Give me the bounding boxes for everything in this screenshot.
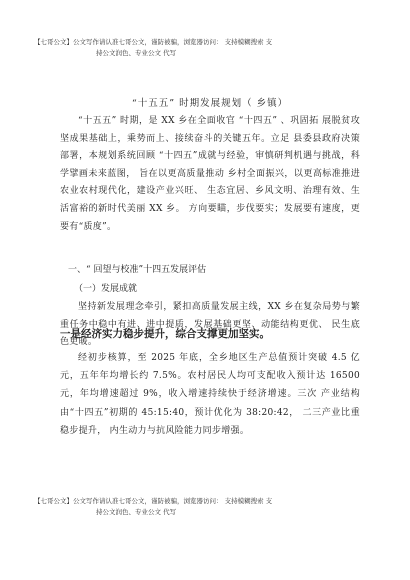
header-line-2: 持公文润色、专业公文 代写: [96, 49, 177, 57]
footer-line-1: 【七哥公文】公文写作请认准七哥公文，谨防被骗，浏览器访问： 支持模糊搜索 支: [34, 497, 273, 505]
footer-line-2: 持公文润色、专业公文 代写: [96, 508, 177, 516]
intro-paragraph: [60, 113, 360, 236]
header-line-1: 【七哥公文】公文写作请认准七哥公文，谨防被骗，浏览器访问： 支持模糊搜索 支: [34, 38, 273, 46]
bold-point-heading: 一是经济实力稳步提升，综合支撑更加坚实。: [60, 328, 270, 340]
document-title: “十五五” 时期发展规划（ 乡镇）: [131, 98, 289, 109]
achievements-text: 坚持新发展理念牵引，紧扣高质量发展主线，XX 乡在复杂局势与繁重任务中稳中有进、进中提质，发展基础更坚、动能结构更优、 民生底色更暖。: [60, 302, 360, 348]
economy-paragraph: [60, 349, 360, 440]
intro-text: “十五五” 时期，是 XX 乡在全面收官 “十四五” 、巩固拓 展脱贫攻坚成果基础上，乘势而上、接续奋斗的关键五年。立足 县委县政府决策部署，本规划系统回顾 “十四五”成就与经验，审慎研判机遇与挑战，科学擘画未来蓝图， 旨在以更高质量推动 乡村全面振兴，以更高标准推进农业农村现代化，建设产业兴旺、 生态宜居、乡风文明、治理有效、生活富裕的新时代美丽 XX 乡。 方向要瞄，步伐要实；发展要有速度，更要有“质度”。: [60, 116, 360, 232]
section-heading: 一、“ 回望与校准”十四五发展评估: [68, 265, 207, 275]
subsection-heading: （一）发展成就: [74, 284, 138, 294]
economy-text: 经初步核算，至 2025 年底，全乡地区生产总值预计突破 4.5 亿元，五年年均增长约 7.5%。农村居民人均可支配收入预计达 16500 元，年均增速超过 9%，收入增速持续快于经济增速。三次 产业结构由“十四五”初期的 45:15:40，预计优化为 38:20:42， 二三产业比重稳步提升， 内生动力与抗风险能力同步增强。: [60, 353, 360, 436]
